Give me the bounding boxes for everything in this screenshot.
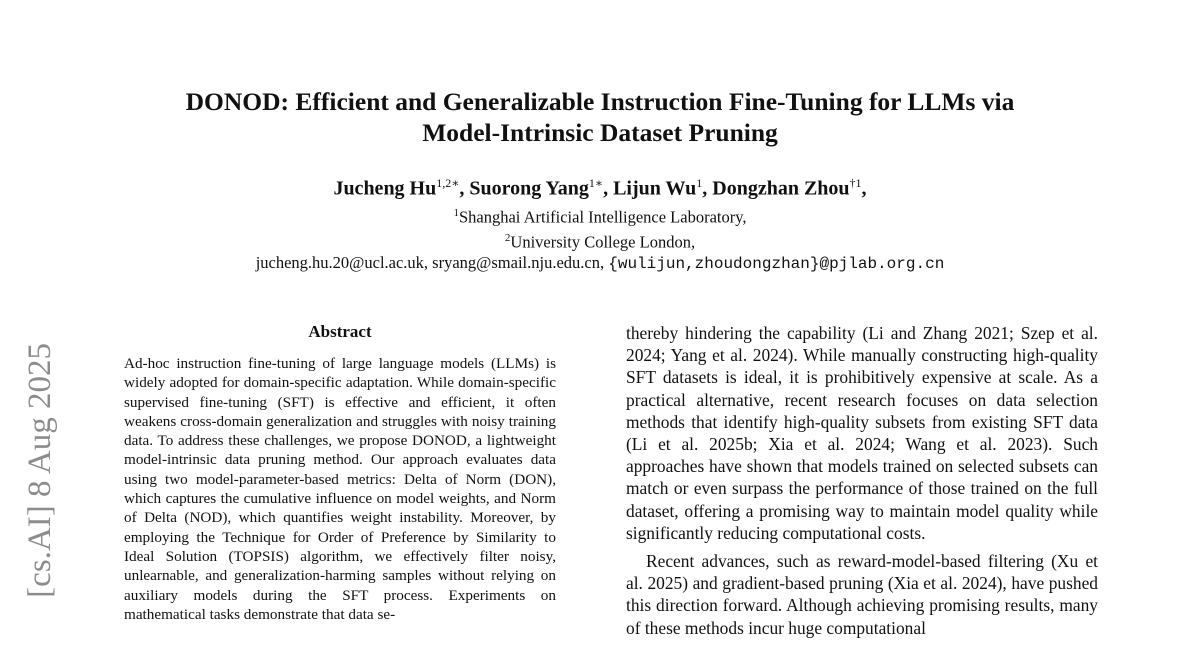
right-column [626,322,1098,639]
email-plain: jucheng.hu.20@ucl.ac.uk, sryang@smail.nju.edu.cn, [255,253,609,272]
author-affiliation-mark: 1,2∗ [436,176,460,190]
arxiv-stamp: [cs.AI] 8 Aug 2025 [22,343,58,598]
abstract-text: Ad-hoc instruction fine-tuning of large language models (LLMs) is widely adopted for domain-specific adaptation. While domain-specific supervised fine-tuning (SFT) is effective and efficient, it often weakens cross-domain generalization and struggles with noisy training data. To address these challenges, we propose DONOD, a lightweight model-intrinsic data pruning method. Our approach evaluates data using two model-parameter-based metrics: Delta of Norm (DON), which captures the cumulative influence on model weights, and Norm of Delta (NOD), which quantifies weight instability. Moreover, by employing the Technique for Order of Preference by Similarity to Ideal Solution (TOPSIS) algorithm, we effectively filter noisy, unlearnable, and generalization-harming samples without relying on auxiliary models during the SFT process. Experiments on mathematical tasks demonstrate that data se- [124,355,556,623]
email-mono: {wulijun,zhoudongzhan}@pjlab.org.cn [608,255,945,273]
title-line-2: Model-Intrinsic Dataset Pruning [422,118,778,147]
body-paragraph: Recent advances, such as reward-model-based filtering (Xu et al. 2025) and gradient-based pruning (Xia et al. 2024), have pushed this direction forward. Although achieving promising results, many of these methods incur huge computational [626,551,1098,638]
affiliation-mark: 1 [453,207,459,219]
affiliation-line [100,203,1100,228]
affiliation-text: Shanghai Artificial Intelligence Laboratory, [458,207,747,227]
title-line-1: DONOD: Efficient and Generalizable Instruction Fine-Tuning for LLMs via [185,87,1015,116]
body-paragraph: thereby hindering the capability (Li and Zhang 2021; Szep et al. 2024; Yang et al. 2024). While manually constructing high-quality SFT datasets is ideal, it is prohibitively expensive at scale. As a practical alternative, recent research focuses on data selection methods that identify high-quality subsets from existing SFT data (Li et al. 2025b; Xia et al. 2024; Wang et al. 2023). Such approaches have shown that models trained on selected subsets can match or even surpass the performance of those trained on the full dataset, offering a promising way to maintain model quality while significantly reducing computational costs. [626,323,1098,543]
author-list: Jucheng $Hu^{1,2∗}$, Suorong Yang$^{1∗}$, Lijun Wu$^1$, Dongzhan Zhou$^{\dagger 1}$, [333,176,867,200]
affiliation-line [100,228,1100,253]
author-name: Suorong Yang [469,177,589,200]
affiliations [100,203,1100,275]
email-line [100,252,1100,275]
affiliation-mark: 2 [504,231,511,244]
affiliation-text: University College London, [510,232,696,251]
author-name: Dongzhan Zhou [712,177,850,200]
abstract-heading: Abstract [308,322,372,341]
paper-title [100,86,1100,148]
author-affiliation-mark: 1∗ [588,176,604,190]
author-name: Jucheng Hu [333,177,437,200]
author-name: Lijun Wu [613,177,697,200]
author-affiliation-mark: †1 [849,176,862,190]
author-affiliation-mark: 1 [696,176,703,190]
